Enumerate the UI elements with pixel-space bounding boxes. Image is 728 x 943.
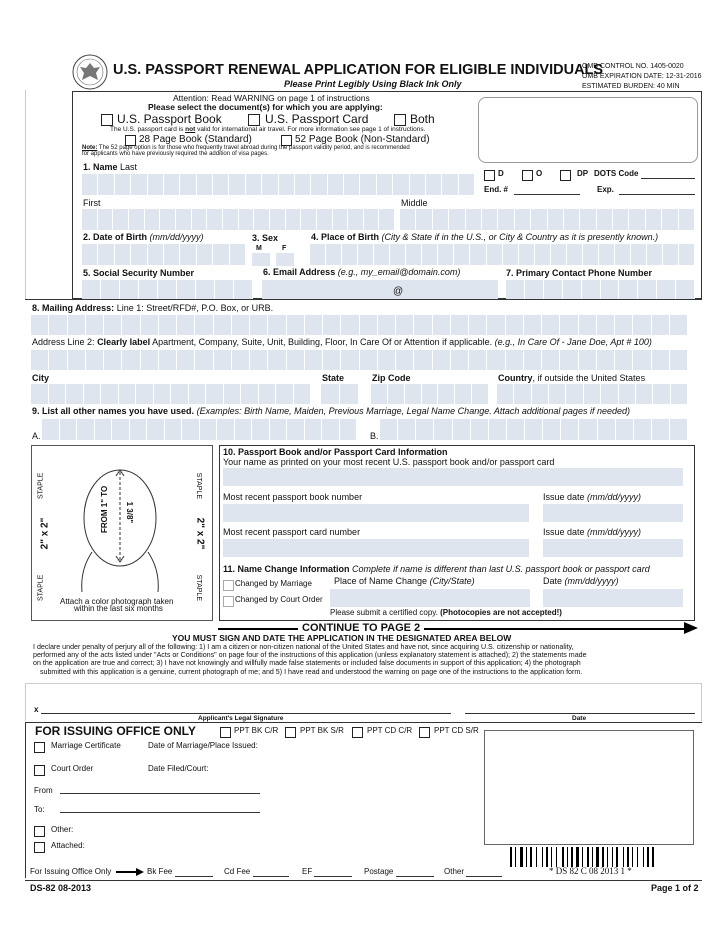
certified-note: Please submit a certified copy. (Photocopies are not accepted!) (330, 608, 562, 617)
photo-from-label: FROM 1" TO (100, 485, 110, 533)
form-number: DS-82 08-2013 (30, 883, 92, 893)
email-at: @ (393, 286, 404, 297)
card-note: The U.S. passport card is not valid for international air travel. For more information see page 1 of instructions. (110, 126, 426, 133)
burden: ESTIMATED BURDEN: 40 MIN (582, 83, 680, 90)
staple-br: STAPLE (195, 574, 203, 602)
section-10-subtitle: Your name as printed on your most recent U.S. passport book and/or passport card (223, 457, 555, 467)
phone-input[interactable] (506, 280, 695, 299)
both-checkbox[interactable] (394, 114, 406, 126)
sign-heading: YOU MUST SIGN AND DATE THE APPLICATION IN THE DESIGNATED AREA BELOW (172, 633, 512, 643)
continue-arrow-icon (684, 622, 698, 634)
ppt-cd-cr-label: PPT CD C/R (367, 726, 413, 735)
seal-icon (72, 54, 108, 90)
first-name-label: First (83, 198, 101, 208)
select-text: Please select the document(s) for which you are applying: (148, 102, 383, 112)
other-name-b-input[interactable] (380, 419, 688, 440)
omb-expiration: OMB EXPIRATION DATE: 12-31-2016 (582, 73, 702, 80)
sex-f-input[interactable] (276, 253, 294, 266)
bk-fee-label: Bk Fee (147, 867, 173, 876)
form-title: U.S. PASSPORT RENEWAL APPLICATION FOR ELIGIBLE INDIVIDUALS (113, 62, 604, 78)
dob-label: 2. Date of Birth (mm/dd/yyyy) (83, 232, 204, 242)
city-label: City (32, 373, 50, 383)
book-number-label: Most recent passport book number (223, 492, 363, 502)
court-order-label: Court Order (51, 764, 94, 773)
section-10-title: 10. Passport Book and/or Passport Card Information (223, 447, 448, 457)
photo-size2-label: 1 3/8" (125, 501, 135, 524)
declaration-line-1: I declare under penalty of perjury all of the following: 1) I am a citizen or non-citizen national of the United States and have not, since acquiring U.S. citizenship or nationality, (33, 643, 574, 651)
fee-arrow-icon (116, 868, 144, 876)
email-label: 6. Email Address (e.g., my_email@domain.com) (263, 267, 461, 277)
52-page-label: 52 Page Book (Non-Standard) (295, 134, 430, 145)
first-name-input[interactable] (82, 209, 395, 230)
pob-input[interactable] (310, 244, 695, 265)
both-label: Both (410, 112, 435, 126)
to-label: To: (34, 805, 45, 814)
ppt-bk-sr-checkbox[interactable] (285, 727, 296, 738)
middle-name-label: Middle (401, 198, 428, 208)
marriage-date-label: Date of Marriage/Place Issued: (148, 741, 258, 750)
signature-label: Applicant's Legal Signature (198, 715, 284, 722)
date-filed-label: Date Filed/Court: (148, 764, 209, 773)
staple-bl: STAPLE (37, 574, 45, 602)
fees-office-label: For Issuing Office Only (30, 867, 112, 876)
pob-label: 4. Place of Birth (City & State if in the U.S., or City & Country as it is presently known.) (311, 232, 659, 242)
other-name-b-label: B. (370, 431, 379, 441)
changed-marriage-label: Changed by Marriage (235, 579, 312, 588)
country-input[interactable] (497, 384, 688, 404)
barcode (510, 847, 696, 867)
staple-tl: STAPLE (37, 472, 45, 500)
book-issue-input[interactable] (543, 504, 683, 522)
form-subtitle: Please Print Legibly Using Black Ink Only (284, 79, 462, 89)
card-issue-input[interactable] (543, 539, 683, 557)
office-stamp-box (478, 97, 698, 163)
other-label: Other: (51, 825, 74, 834)
changed-court-checkbox[interactable] (223, 596, 234, 607)
card-issue-label: Issue date (mm/dd/yyyy) (543, 527, 642, 537)
city-input[interactable] (31, 384, 311, 404)
dob-input[interactable] (82, 244, 246, 265)
omb-control: OMB CONTROL NO. 1405-0020 (582, 63, 684, 70)
last-name-input[interactable] (82, 174, 475, 195)
issuing-office-title: FOR ISSUING OFFICE ONLY (35, 724, 196, 738)
exp-label: Exp. (597, 185, 614, 194)
card-number-label: Most recent passport card number (223, 527, 361, 537)
section-11-title: 11. Name Change Information Complete if name is different than last U.S. passport book or passport card (223, 564, 650, 574)
passport-book-label: U.S. Passport Book (117, 112, 222, 126)
court-order-checkbox[interactable] (34, 765, 45, 776)
photo-size-left: 2" x 2" (39, 517, 51, 550)
other-fee-label: Other (444, 867, 465, 876)
ssn-input[interactable] (82, 280, 253, 299)
place-change-label: Place of Name Change (City/State) (334, 576, 475, 586)
phone-label: 7. Primary Contact Phone Number (506, 268, 653, 278)
ppt-bk-cr-checkbox[interactable] (220, 727, 231, 738)
28-page-label: 28 Page Book (Standard) (139, 134, 252, 145)
declaration-line-4: submitted with this application is a genuine, current photograph of me; and 5) I have read and understood the warning on page one of the instructions to the application form. (40, 668, 583, 676)
staple-tr: STAPLE (195, 472, 203, 500)
zip-label: Zip Code (372, 373, 411, 383)
office-o-label: O (536, 169, 543, 178)
continue-label: CONTINUE TO PAGE 2 (298, 622, 424, 634)
marriage-cert-label: Marriage Certificate (51, 741, 121, 750)
ppt-cd-sr-label: PPT CD S/R (434, 726, 479, 735)
office-o-checkbox[interactable] (522, 170, 533, 181)
name-label: 1. Name Last (83, 162, 138, 172)
address-line2-input[interactable] (31, 350, 688, 370)
ppt-bk-sr-label: PPT BK S/R (300, 726, 344, 735)
end-label: End. # (484, 185, 509, 194)
passport-book-checkbox[interactable] (101, 114, 113, 126)
office-d-checkbox[interactable] (484, 170, 495, 181)
state-label: State (322, 373, 345, 383)
note-text-2: for applicants who have previously required the addition of visa pages. (82, 151, 269, 157)
marriage-cert-checkbox[interactable] (34, 742, 45, 753)
passport-card-checkbox[interactable] (248, 114, 260, 126)
mailing-label: 8. Mailing Address: Line 1: Street/RFD#, P.O. Box, or URB. (32, 303, 274, 313)
other-name-a-label: A. (32, 431, 41, 441)
printed-name-input[interactable] (223, 468, 683, 486)
email-input[interactable] (262, 280, 498, 299)
postage-label: Postage (364, 867, 394, 876)
from-label: From (34, 786, 53, 795)
place-change-input[interactable] (330, 589, 530, 607)
office-dp-checkbox[interactable] (560, 170, 571, 181)
office-notes-box (484, 730, 694, 845)
photo-caption-1: Attach a color photograph taken (60, 597, 174, 606)
ppt-cd-sr-checkbox[interactable] (419, 727, 430, 738)
signature-date-label: Date (572, 715, 587, 722)
country-label: Country, if outside the United States (498, 373, 646, 383)
sex-m-input[interactable] (252, 253, 270, 266)
book-number-input[interactable] (223, 504, 529, 522)
address-line1-input[interactable] (31, 315, 688, 335)
changed-marriage-checkbox[interactable] (223, 580, 234, 591)
cd-fee-label: Cd Fee (224, 867, 251, 876)
sex-label: 3. Sex (252, 233, 279, 243)
photo-caption-2: within the last six months (74, 604, 163, 613)
changed-court-label: Changed by Court Order (235, 595, 323, 604)
office-d-label: D (498, 169, 504, 178)
ppt-cd-cr-checkbox[interactable] (352, 727, 363, 738)
address-line2-label: Address Line 2: Clearly label Apartment, Company, Suite, Unit, Building, Floor, In Care Of or Attention if applicable. (e.g., In Care Of - Jane Doe, Apt # 100) (32, 337, 652, 347)
state-input[interactable] (321, 384, 359, 404)
ssn-label: 5. Social Security Number (83, 268, 195, 278)
card-number-input[interactable] (223, 539, 529, 557)
change-date-input[interactable] (543, 589, 683, 607)
book-issue-label: Issue date (mm/dd/yyyy) (543, 492, 642, 502)
office-dp-label: DP (577, 169, 589, 178)
ef-label: EF (302, 867, 313, 876)
zip-input[interactable] (371, 384, 489, 404)
signature-x: x (34, 705, 39, 714)
barcode-text: * DS 82 C 08 2013 1 * (549, 866, 632, 876)
change-date-label: Date (mm/dd/yyyy) (543, 576, 619, 586)
ppt-bk-cr-label: PPT BK C/R (234, 726, 279, 735)
signature-date-line[interactable] (465, 713, 695, 714)
sex-m-label: M (256, 245, 262, 252)
middle-name-input[interactable] (400, 209, 695, 230)
attached-checkbox[interactable] (34, 842, 45, 853)
attention-text: Attention: Read WARNING on page 1 of instructions (173, 93, 370, 103)
signature-line[interactable] (41, 713, 451, 714)
other-names-label: 9. List all other names you have used. (Examples: Birth Name, Maiden, Previous Marriage, Legal Name Change. Attach additional pages if needed) (32, 406, 630, 416)
dots-code-label: DOTS Code (594, 169, 639, 178)
sex-f-label: F (282, 245, 287, 252)
photo-size-right: 2" x 2" (194, 517, 206, 550)
page-number: Page 1 of 2 (651, 883, 699, 893)
passport-card-label: U.S. Passport Card (265, 112, 369, 126)
note-text-1: Note: The 52 page option is for those who frequently travel abroad during the passport validity period, and is recommended (82, 145, 410, 151)
head-outline-icon (70, 460, 170, 595)
other-checkbox[interactable] (34, 826, 45, 837)
other-name-a-input[interactable] (42, 419, 357, 440)
attached-label: Attached: (51, 841, 85, 850)
declaration-line-2: performed any of the acts listed under "Acts or Conditions" on page four of the instructions of this application (unless explanatory statement is attached); 2) the statements made (33, 651, 587, 659)
declaration-line-3: on the application are true and correct; 3) I have not knowingly and willfully made false statements or included false documents in support of this application; 4) the photograph (33, 659, 581, 667)
